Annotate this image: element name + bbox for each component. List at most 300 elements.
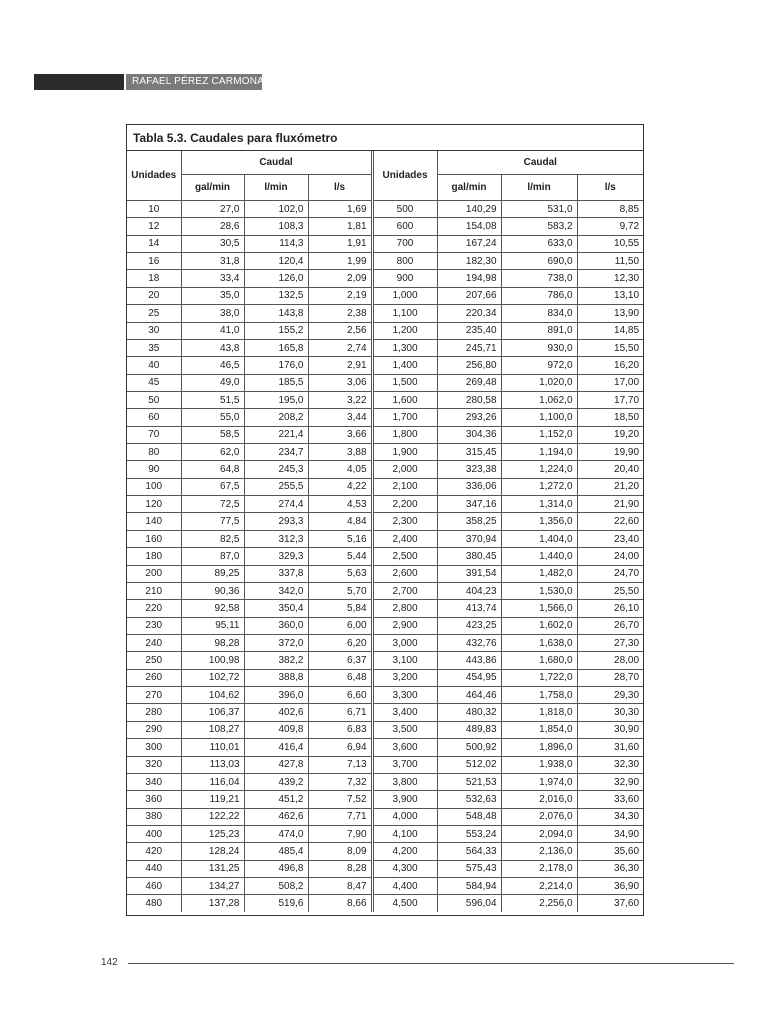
page-number: 142 bbox=[101, 957, 118, 968]
cell-right-l-min: 1,938,0 bbox=[501, 756, 577, 773]
table-row bbox=[127, 357, 643, 374]
cell-left-gal-min: 98,28 bbox=[181, 634, 244, 651]
cell-right-l-min: 583,2 bbox=[501, 218, 577, 235]
cell-right-l-min: 1,818,0 bbox=[501, 704, 577, 721]
flow-table-container bbox=[126, 124, 644, 916]
col-gal-min-left: gal/min bbox=[181, 175, 244, 201]
cell-left-gal-min: 108,27 bbox=[181, 721, 244, 738]
cell-left-l-min: 165,8 bbox=[244, 339, 308, 356]
cell-left-l-s: 5,70 bbox=[308, 582, 371, 599]
cell-right-gal-min: 347,16 bbox=[437, 496, 501, 513]
cell-right-units: 3,900 bbox=[373, 791, 437, 808]
cell-right-units: 3,200 bbox=[373, 669, 437, 686]
cell-right-units: 1,000 bbox=[373, 287, 437, 304]
cell-right-l-min: 1,638,0 bbox=[501, 634, 577, 651]
cell-right-l-min: 2,214,0 bbox=[501, 878, 577, 895]
table-row bbox=[127, 426, 643, 443]
cell-right-gal-min: 584,94 bbox=[437, 878, 501, 895]
cell-left-units: 160 bbox=[127, 530, 181, 547]
cell-left-l-min: 439,2 bbox=[244, 773, 308, 790]
cell-right-gal-min: 512,02 bbox=[437, 756, 501, 773]
cell-left-l-s: 2,38 bbox=[308, 305, 371, 322]
cell-left-l-s: 5,16 bbox=[308, 530, 371, 547]
cell-right-l-min: 1,440,0 bbox=[501, 548, 577, 565]
cell-left-gal-min: 106,37 bbox=[181, 704, 244, 721]
cell-right-l-s: 13,90 bbox=[577, 305, 643, 322]
cell-left-gal-min: 119,21 bbox=[181, 791, 244, 808]
cell-right-gal-min: 154,08 bbox=[437, 218, 501, 235]
cell-right-gal-min: 304,36 bbox=[437, 426, 501, 443]
cell-right-gal-min: 532,63 bbox=[437, 791, 501, 808]
cell-left-gal-min: 41,0 bbox=[181, 322, 244, 339]
table-row bbox=[127, 600, 643, 617]
cell-left-units: 260 bbox=[127, 669, 181, 686]
cell-right-gal-min: 235,40 bbox=[437, 322, 501, 339]
cell-right-gal-min: 336,06 bbox=[437, 478, 501, 495]
cell-left-units: 320 bbox=[127, 756, 181, 773]
table-row bbox=[127, 791, 643, 808]
cell-right-l-s: 18,50 bbox=[577, 409, 643, 426]
cell-right-l-min: 690,0 bbox=[501, 253, 577, 270]
cell-right-units: 3,000 bbox=[373, 634, 437, 651]
cell-left-units: 360 bbox=[127, 791, 181, 808]
cell-right-l-s: 11,50 bbox=[577, 253, 643, 270]
cell-right-units: 1,100 bbox=[373, 305, 437, 322]
cell-left-units: 400 bbox=[127, 825, 181, 842]
table-row bbox=[127, 409, 643, 426]
cell-left-l-min: 360,0 bbox=[244, 617, 308, 634]
cell-left-l-min: 208,2 bbox=[244, 409, 308, 426]
cell-left-l-s: 3,22 bbox=[308, 391, 371, 408]
cell-right-units: 600 bbox=[373, 218, 437, 235]
cell-right-l-min: 2,136,0 bbox=[501, 843, 577, 860]
cell-left-units: 140 bbox=[127, 513, 181, 530]
cell-right-l-s: 13,10 bbox=[577, 287, 643, 304]
cell-right-gal-min: 167,24 bbox=[437, 235, 501, 252]
cell-left-gal-min: 43,8 bbox=[181, 339, 244, 356]
cell-right-l-s: 24,00 bbox=[577, 548, 643, 565]
cell-right-units: 4,100 bbox=[373, 825, 437, 842]
cell-left-units: 180 bbox=[127, 548, 181, 565]
cell-right-units: 4,200 bbox=[373, 843, 437, 860]
cell-left-l-min: 108,3 bbox=[244, 218, 308, 235]
cell-left-gal-min: 92,58 bbox=[181, 600, 244, 617]
caudal-header-left: Caudal bbox=[181, 151, 371, 175]
cell-left-units: 14 bbox=[127, 235, 181, 252]
cell-right-l-s: 34,90 bbox=[577, 825, 643, 842]
cell-left-gal-min: 102,72 bbox=[181, 669, 244, 686]
cell-right-l-s: 27,30 bbox=[577, 634, 643, 651]
cell-right-l-s: 19,90 bbox=[577, 444, 643, 461]
table-row bbox=[127, 253, 643, 270]
cell-right-l-min: 1,680,0 bbox=[501, 652, 577, 669]
cell-right-l-s: 30,30 bbox=[577, 704, 643, 721]
cell-right-gal-min: 323,38 bbox=[437, 461, 501, 478]
cell-right-gal-min: 521,53 bbox=[437, 773, 501, 790]
cell-right-gal-min: 489,83 bbox=[437, 721, 501, 738]
cell-right-units: 800 bbox=[373, 253, 437, 270]
cell-left-units: 20 bbox=[127, 287, 181, 304]
cell-left-gal-min: 100,98 bbox=[181, 652, 244, 669]
cell-right-l-min: 930,0 bbox=[501, 339, 577, 356]
cell-right-gal-min: 207,66 bbox=[437, 287, 501, 304]
cell-right-l-s: 14,85 bbox=[577, 322, 643, 339]
cell-right-l-min: 633,0 bbox=[501, 235, 577, 252]
table-row bbox=[127, 444, 643, 461]
cell-left-units: 100 bbox=[127, 478, 181, 495]
units-header-left: Unidades bbox=[127, 151, 181, 201]
cell-left-l-s: 4,53 bbox=[308, 496, 371, 513]
cell-left-l-s: 8,47 bbox=[308, 878, 371, 895]
table-row bbox=[127, 201, 643, 218]
cell-right-l-s: 31,60 bbox=[577, 739, 643, 756]
cell-right-gal-min: 269,48 bbox=[437, 374, 501, 391]
cell-right-units: 2,500 bbox=[373, 548, 437, 565]
cell-right-gal-min: 140,29 bbox=[437, 201, 501, 218]
cell-left-l-min: 329,3 bbox=[244, 548, 308, 565]
cell-left-l-s: 6,00 bbox=[308, 617, 371, 634]
cell-left-l-min: 508,2 bbox=[244, 878, 308, 895]
cell-right-units: 2,600 bbox=[373, 565, 437, 582]
cell-left-units: 90 bbox=[127, 461, 181, 478]
cell-left-l-s: 6,60 bbox=[308, 687, 371, 704]
cell-left-l-s: 8,66 bbox=[308, 895, 371, 912]
cell-left-gal-min: 72,5 bbox=[181, 496, 244, 513]
cell-left-l-s: 3,88 bbox=[308, 444, 371, 461]
cell-left-l-min: 372,0 bbox=[244, 634, 308, 651]
cell-left-gal-min: 122,22 bbox=[181, 808, 244, 825]
table-row bbox=[127, 860, 643, 877]
cell-right-l-s: 34,30 bbox=[577, 808, 643, 825]
cell-left-l-s: 8,28 bbox=[308, 860, 371, 877]
cell-right-l-min: 1,722,0 bbox=[501, 669, 577, 686]
cell-left-l-s: 2,09 bbox=[308, 270, 371, 287]
cell-left-l-s: 4,22 bbox=[308, 478, 371, 495]
table-row bbox=[127, 843, 643, 860]
cell-left-l-min: 382,2 bbox=[244, 652, 308, 669]
cell-left-l-min: 234,7 bbox=[244, 444, 308, 461]
cell-left-l-s: 1,99 bbox=[308, 253, 371, 270]
cell-right-l-min: 2,256,0 bbox=[501, 895, 577, 912]
cell-right-gal-min: 443,86 bbox=[437, 652, 501, 669]
cell-right-l-s: 22,60 bbox=[577, 513, 643, 530]
cell-right-l-min: 1,152,0 bbox=[501, 426, 577, 443]
cell-left-gal-min: 125,23 bbox=[181, 825, 244, 842]
cell-left-units: 300 bbox=[127, 739, 181, 756]
table-row bbox=[127, 305, 643, 322]
cell-left-l-min: 255,5 bbox=[244, 478, 308, 495]
cell-right-l-min: 738,0 bbox=[501, 270, 577, 287]
cell-left-units: 290 bbox=[127, 721, 181, 738]
cell-right-l-min: 1,020,0 bbox=[501, 374, 577, 391]
cell-left-l-min: 451,2 bbox=[244, 791, 308, 808]
cell-left-gal-min: 46,5 bbox=[181, 357, 244, 374]
table-row bbox=[127, 391, 643, 408]
col-l-s-left: l/s bbox=[308, 175, 371, 201]
cell-right-gal-min: 391,54 bbox=[437, 565, 501, 582]
cell-left-gal-min: 58,5 bbox=[181, 426, 244, 443]
table-row bbox=[127, 756, 643, 773]
cell-left-units: 280 bbox=[127, 704, 181, 721]
cell-right-gal-min: 480,32 bbox=[437, 704, 501, 721]
cell-left-gal-min: 38,0 bbox=[181, 305, 244, 322]
header-dark-bar bbox=[34, 74, 124, 90]
cell-left-l-min: 342,0 bbox=[244, 582, 308, 599]
flow-table bbox=[127, 151, 643, 912]
cell-left-l-s: 7,71 bbox=[308, 808, 371, 825]
cell-right-l-min: 972,0 bbox=[501, 357, 577, 374]
table-row bbox=[127, 235, 643, 252]
cell-right-l-min: 2,076,0 bbox=[501, 808, 577, 825]
cell-left-l-s: 6,94 bbox=[308, 739, 371, 756]
cell-right-l-min: 1,194,0 bbox=[501, 444, 577, 461]
cell-right-l-s: 36,30 bbox=[577, 860, 643, 877]
cell-right-units: 2,400 bbox=[373, 530, 437, 547]
cell-right-units: 2,700 bbox=[373, 582, 437, 599]
cell-left-l-s: 6,48 bbox=[308, 669, 371, 686]
table-row bbox=[127, 669, 643, 686]
cell-right-gal-min: 500,92 bbox=[437, 739, 501, 756]
cell-left-l-s: 5,84 bbox=[308, 600, 371, 617]
cell-right-units: 3,800 bbox=[373, 773, 437, 790]
cell-right-units: 4,400 bbox=[373, 878, 437, 895]
cell-right-gal-min: 256,80 bbox=[437, 357, 501, 374]
cell-right-l-s: 26,70 bbox=[577, 617, 643, 634]
cell-right-units: 3,100 bbox=[373, 652, 437, 669]
cell-right-l-min: 891,0 bbox=[501, 322, 577, 339]
cell-left-l-s: 7,52 bbox=[308, 791, 371, 808]
cell-left-l-s: 6,20 bbox=[308, 634, 371, 651]
cell-left-l-s: 6,83 bbox=[308, 721, 371, 738]
cell-left-units: 10 bbox=[127, 201, 181, 218]
cell-right-units: 2,200 bbox=[373, 496, 437, 513]
table-row bbox=[127, 895, 643, 912]
cell-left-l-min: 337,8 bbox=[244, 565, 308, 582]
cell-left-l-min: 496,8 bbox=[244, 860, 308, 877]
cell-right-gal-min: 220,34 bbox=[437, 305, 501, 322]
cell-left-l-min: 132,5 bbox=[244, 287, 308, 304]
cell-left-units: 440 bbox=[127, 860, 181, 877]
cell-left-gal-min: 128,24 bbox=[181, 843, 244, 860]
cell-right-l-min: 2,016,0 bbox=[501, 791, 577, 808]
cell-right-l-s: 21,90 bbox=[577, 496, 643, 513]
cell-right-units: 900 bbox=[373, 270, 437, 287]
cell-right-gal-min: 380,45 bbox=[437, 548, 501, 565]
cell-left-gal-min: 28,6 bbox=[181, 218, 244, 235]
cell-left-units: 45 bbox=[127, 374, 181, 391]
cell-right-l-s: 28,70 bbox=[577, 669, 643, 686]
table-row bbox=[127, 721, 643, 738]
cell-left-l-min: 155,2 bbox=[244, 322, 308, 339]
cell-left-l-min: 245,3 bbox=[244, 461, 308, 478]
cell-right-gal-min: 280,58 bbox=[437, 391, 501, 408]
cell-right-l-min: 1,272,0 bbox=[501, 478, 577, 495]
caudal-header-right: Caudal bbox=[437, 151, 643, 175]
cell-right-units: 2,100 bbox=[373, 478, 437, 495]
cell-left-l-min: 312,3 bbox=[244, 530, 308, 547]
cell-left-units: 340 bbox=[127, 773, 181, 790]
cell-right-l-s: 32,30 bbox=[577, 756, 643, 773]
cell-left-l-s: 1,69 bbox=[308, 201, 371, 218]
cell-right-units: 3,700 bbox=[373, 756, 437, 773]
cell-right-l-min: 1,314,0 bbox=[501, 496, 577, 513]
cell-left-l-s: 3,44 bbox=[308, 409, 371, 426]
cell-right-units: 2,300 bbox=[373, 513, 437, 530]
cell-right-l-s: 26,10 bbox=[577, 600, 643, 617]
cell-left-units: 30 bbox=[127, 322, 181, 339]
cell-right-l-min: 834,0 bbox=[501, 305, 577, 322]
col-l-min-left: l/min bbox=[244, 175, 308, 201]
table-row bbox=[127, 808, 643, 825]
cell-left-gal-min: 87,0 bbox=[181, 548, 244, 565]
cell-left-l-min: 388,8 bbox=[244, 669, 308, 686]
cell-right-units: 3,600 bbox=[373, 739, 437, 756]
cell-left-l-s: 7,13 bbox=[308, 756, 371, 773]
cell-right-l-s: 10,55 bbox=[577, 235, 643, 252]
cell-left-l-min: 114,3 bbox=[244, 235, 308, 252]
cell-left-l-s: 4,84 bbox=[308, 513, 371, 530]
table-row bbox=[127, 322, 643, 339]
cell-right-l-min: 1,602,0 bbox=[501, 617, 577, 634]
cell-right-units: 2,900 bbox=[373, 617, 437, 634]
cell-right-gal-min: 464,46 bbox=[437, 687, 501, 704]
cell-right-l-s: 19,20 bbox=[577, 426, 643, 443]
cell-right-gal-min: 315,45 bbox=[437, 444, 501, 461]
cell-left-units: 460 bbox=[127, 878, 181, 895]
cell-right-units: 1,300 bbox=[373, 339, 437, 356]
cell-left-gal-min: 82,5 bbox=[181, 530, 244, 547]
cell-right-l-min: 1,100,0 bbox=[501, 409, 577, 426]
cell-left-l-s: 3,66 bbox=[308, 426, 371, 443]
table-row bbox=[127, 478, 643, 495]
cell-right-units: 3,500 bbox=[373, 721, 437, 738]
cell-left-l-min: 402,6 bbox=[244, 704, 308, 721]
col-l-min-right: l/min bbox=[501, 175, 577, 201]
cell-left-l-s: 3,06 bbox=[308, 374, 371, 391]
table-row bbox=[127, 548, 643, 565]
cell-right-l-min: 2,094,0 bbox=[501, 825, 577, 842]
cell-left-units: 12 bbox=[127, 218, 181, 235]
cell-left-units: 16 bbox=[127, 253, 181, 270]
cell-right-units: 1,900 bbox=[373, 444, 437, 461]
cell-right-gal-min: 596,04 bbox=[437, 895, 501, 912]
cell-right-units: 700 bbox=[373, 235, 437, 252]
table-row bbox=[127, 825, 643, 842]
cell-right-l-s: 28,00 bbox=[577, 652, 643, 669]
cell-right-gal-min: 432,76 bbox=[437, 634, 501, 651]
cell-left-gal-min: 95,11 bbox=[181, 617, 244, 634]
cell-left-units: 200 bbox=[127, 565, 181, 582]
cell-right-l-s: 35,60 bbox=[577, 843, 643, 860]
table-row bbox=[127, 617, 643, 634]
cell-left-l-min: 350,4 bbox=[244, 600, 308, 617]
cell-right-l-s: 32,90 bbox=[577, 773, 643, 790]
cell-left-units: 50 bbox=[127, 391, 181, 408]
cell-right-l-s: 29,30 bbox=[577, 687, 643, 704]
cell-left-units: 240 bbox=[127, 634, 181, 651]
units-header-right: Unidades bbox=[373, 151, 437, 201]
cell-right-l-s: 25,50 bbox=[577, 582, 643, 599]
cell-left-gal-min: 55,0 bbox=[181, 409, 244, 426]
cell-left-gal-min: 110,01 bbox=[181, 739, 244, 756]
table-row bbox=[127, 218, 643, 235]
cell-left-l-min: 485,4 bbox=[244, 843, 308, 860]
cell-right-l-s: 33,60 bbox=[577, 791, 643, 808]
cell-left-l-s: 7,90 bbox=[308, 825, 371, 842]
col-l-s-right: l/s bbox=[577, 175, 643, 201]
cell-right-l-min: 531,0 bbox=[501, 201, 577, 218]
cell-right-units: 3,300 bbox=[373, 687, 437, 704]
table-row bbox=[127, 878, 643, 895]
table-row bbox=[127, 773, 643, 790]
cell-left-l-min: 143,8 bbox=[244, 305, 308, 322]
cell-left-l-min: 120,4 bbox=[244, 253, 308, 270]
cell-left-l-min: 427,8 bbox=[244, 756, 308, 773]
cell-left-l-s: 1,91 bbox=[308, 235, 371, 252]
cell-left-gal-min: 31,8 bbox=[181, 253, 244, 270]
cell-right-gal-min: 548,48 bbox=[437, 808, 501, 825]
cell-right-l-s: 36,90 bbox=[577, 878, 643, 895]
cell-right-units: 2,000 bbox=[373, 461, 437, 478]
table-row bbox=[127, 374, 643, 391]
cell-left-units: 220 bbox=[127, 600, 181, 617]
cell-left-units: 230 bbox=[127, 617, 181, 634]
cell-left-l-min: 195,0 bbox=[244, 391, 308, 408]
footer-rule bbox=[128, 963, 734, 964]
cell-left-gal-min: 35,0 bbox=[181, 287, 244, 304]
table-title: Tabla 5.3. Caudales para fluxómetro bbox=[127, 125, 643, 151]
cell-left-l-s: 6,71 bbox=[308, 704, 371, 721]
cell-right-l-min: 1,530,0 bbox=[501, 582, 577, 599]
cell-left-gal-min: 51,5 bbox=[181, 391, 244, 408]
cell-left-gal-min: 89,25 bbox=[181, 565, 244, 582]
cell-right-gal-min: 553,24 bbox=[437, 825, 501, 842]
cell-left-gal-min: 113,03 bbox=[181, 756, 244, 773]
cell-right-l-min: 2,178,0 bbox=[501, 860, 577, 877]
table-row bbox=[127, 739, 643, 756]
cell-left-units: 60 bbox=[127, 409, 181, 426]
cell-left-gal-min: 49,0 bbox=[181, 374, 244, 391]
table-row bbox=[127, 496, 643, 513]
table-row bbox=[127, 687, 643, 704]
cell-left-l-min: 416,4 bbox=[244, 739, 308, 756]
running-header-author: RAFAEL PÉREZ CARMONA bbox=[126, 74, 262, 90]
cell-left-gal-min: 27,0 bbox=[181, 201, 244, 218]
cell-right-gal-min: 575,43 bbox=[437, 860, 501, 877]
cell-left-l-min: 176,0 bbox=[244, 357, 308, 374]
cell-right-l-min: 1,758,0 bbox=[501, 687, 577, 704]
cell-right-gal-min: 194,98 bbox=[437, 270, 501, 287]
cell-left-l-min: 126,0 bbox=[244, 270, 308, 287]
cell-left-gal-min: 62,0 bbox=[181, 444, 244, 461]
cell-right-l-s: 21,20 bbox=[577, 478, 643, 495]
cell-right-units: 1,400 bbox=[373, 357, 437, 374]
cell-right-l-s: 20,40 bbox=[577, 461, 643, 478]
cell-left-l-s: 1,81 bbox=[308, 218, 371, 235]
cell-right-gal-min: 245,71 bbox=[437, 339, 501, 356]
cell-left-units: 420 bbox=[127, 843, 181, 860]
cell-left-l-s: 2,56 bbox=[308, 322, 371, 339]
cell-left-units: 70 bbox=[127, 426, 181, 443]
cell-right-l-min: 1,062,0 bbox=[501, 391, 577, 408]
cell-left-units: 210 bbox=[127, 582, 181, 599]
cell-left-units: 120 bbox=[127, 496, 181, 513]
cell-right-units: 3,400 bbox=[373, 704, 437, 721]
cell-right-units: 4,500 bbox=[373, 895, 437, 912]
table-row bbox=[127, 634, 643, 651]
cell-right-l-s: 17,70 bbox=[577, 391, 643, 408]
cell-right-l-s: 37,60 bbox=[577, 895, 643, 912]
